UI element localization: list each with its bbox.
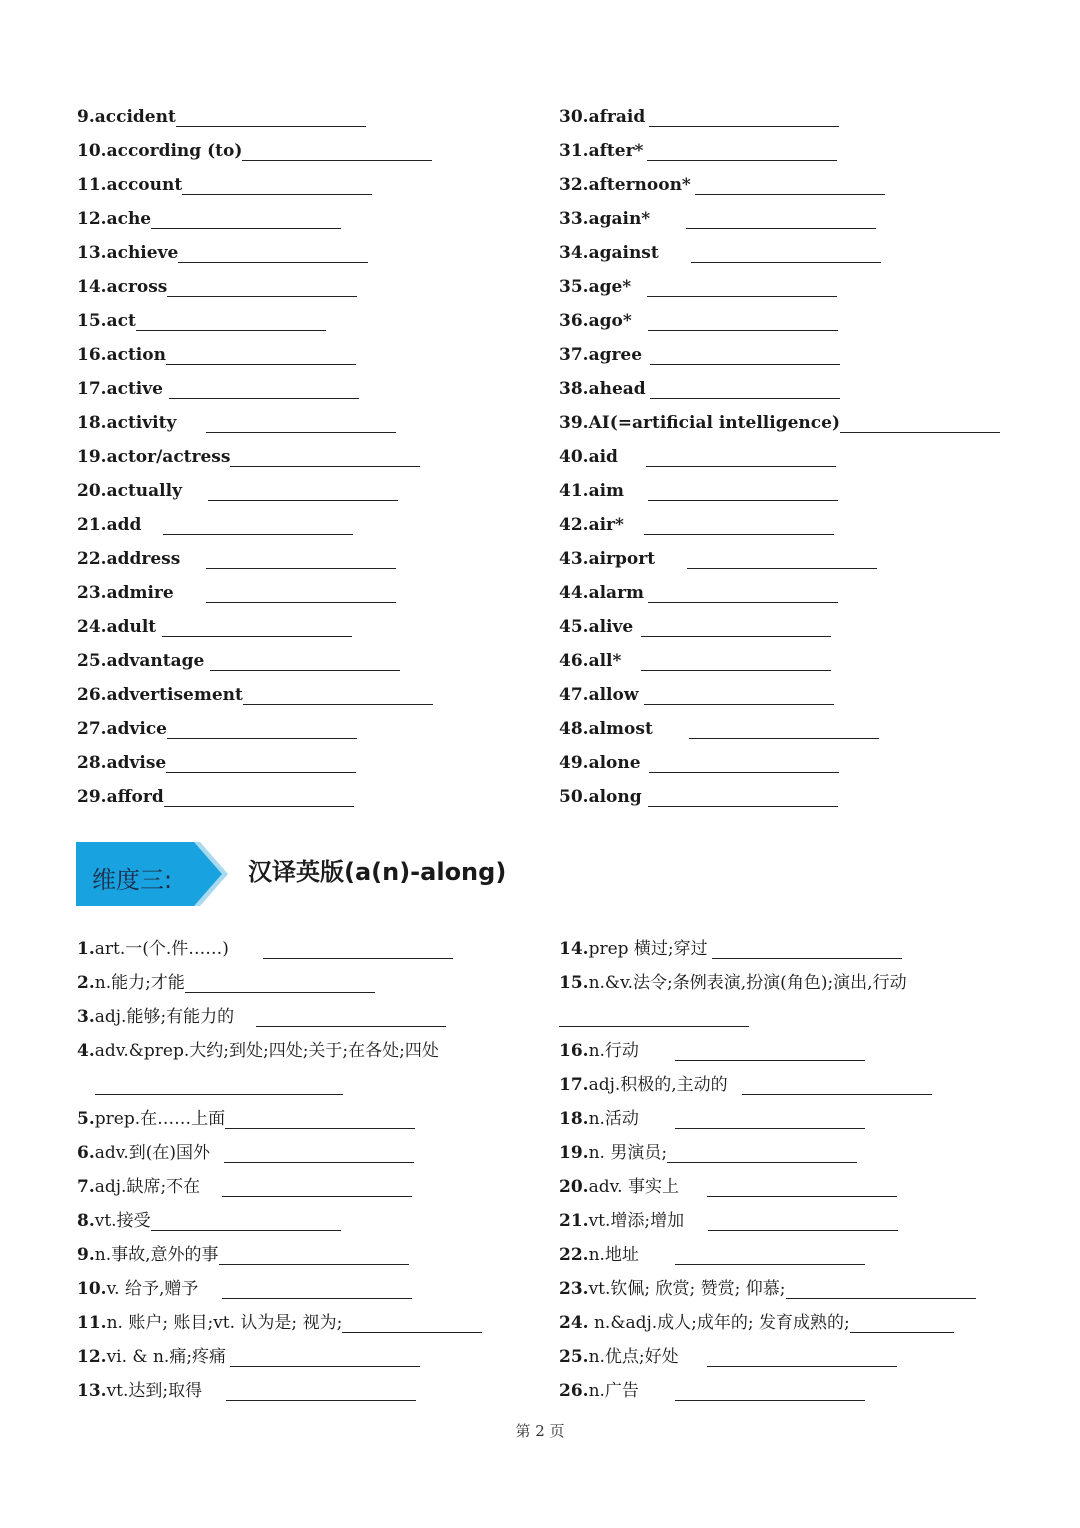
list-item (559, 932, 976, 966)
list-item (559, 270, 1000, 304)
word-label: 19.actor/actress (77, 447, 231, 467)
answer-blank[interactable] (163, 508, 353, 535)
list-item (77, 678, 433, 712)
item-number: 14. (559, 939, 589, 959)
answer-blank[interactable] (95, 1068, 343, 1095)
item-prompt: n.广告 (588, 1381, 639, 1401)
item-prompt: n.事故,意外的事 (94, 1245, 219, 1265)
word-label: 14.across (77, 277, 168, 297)
list-item (559, 1136, 976, 1170)
word-label: 21.add (77, 515, 142, 535)
list-item (77, 780, 433, 814)
list-item (559, 202, 1000, 236)
list-item (77, 100, 433, 134)
answer-blank[interactable] (226, 1374, 416, 1401)
list-item (77, 1204, 482, 1238)
list-item (77, 1238, 482, 1272)
answer-blank[interactable] (675, 1238, 865, 1265)
answer-blank[interactable] (185, 966, 375, 993)
answer-blank[interactable] (206, 542, 396, 569)
item-prompt: n.&v.法令;条例表演,扮演(角色);演出,行动 (588, 973, 907, 993)
item-number: 9. (77, 1245, 95, 1265)
list-item (559, 712, 1000, 746)
answer-blank[interactable] (167, 270, 357, 297)
answer-blank[interactable] (151, 1204, 341, 1231)
answer-blank[interactable] (648, 780, 838, 807)
list-item (77, 1306, 482, 1340)
answer-blank[interactable] (840, 406, 1000, 433)
list-item (559, 1238, 976, 1272)
item-prompt: adv.到(在)国外 (94, 1143, 211, 1163)
word-label: 22.address (77, 549, 181, 569)
list-item (77, 338, 433, 372)
answer-blank[interactable] (230, 440, 420, 467)
answer-blank[interactable] (162, 610, 352, 637)
page-number: 第 2 页 (515, 1422, 565, 1440)
list-item (559, 168, 1000, 202)
item-prompt: adj.能够;有能力的 (94, 1007, 235, 1027)
item-number: 26. (559, 1381, 589, 1401)
list-item (559, 576, 1000, 610)
item-prompt: adj.缺席;不在 (94, 1177, 201, 1197)
item-number: 8. (77, 1211, 95, 1231)
list-item (559, 134, 1000, 168)
list-item (77, 236, 433, 270)
zh-left-column (77, 932, 482, 1408)
answer-blank[interactable] (176, 100, 366, 127)
word-label: 41.aim (559, 481, 625, 501)
list-item (77, 406, 433, 440)
banner-label: 维度三: (92, 866, 173, 894)
list-item (559, 508, 1000, 542)
item-number: 6. (77, 1143, 95, 1163)
word-label: 37.agree (559, 345, 643, 365)
list-item (559, 644, 1000, 678)
answer-blank[interactable] (647, 134, 837, 161)
answer-blank[interactable] (647, 270, 837, 297)
word-label: 10.according (to) (77, 141, 243, 161)
list-item (559, 610, 1000, 644)
answer-blank[interactable] (707, 1170, 897, 1197)
list-item (77, 610, 433, 644)
list-item (559, 1068, 976, 1102)
list-item (77, 542, 433, 576)
item-prompt: prep.在……上面 (94, 1109, 226, 1129)
item-prompt: adv. 事实上 (588, 1177, 679, 1197)
word-label: 43.airport (559, 549, 656, 569)
answer-blank[interactable] (206, 576, 396, 603)
answer-blank[interactable] (644, 508, 834, 535)
list-item (77, 644, 433, 678)
word-label: 32.afternoon* (559, 175, 691, 195)
list-item (559, 304, 1000, 338)
answer-blank[interactable] (708, 1204, 898, 1231)
item-number: 24. (559, 1313, 589, 1333)
list-item (77, 576, 433, 610)
list-item (77, 168, 433, 202)
list-item (77, 304, 433, 338)
item-prompt: n.能力;才能 (94, 973, 185, 993)
answer-blank[interactable] (164, 780, 354, 807)
item-prompt: n.优点;好处 (588, 1347, 679, 1367)
list-item (559, 1340, 976, 1374)
item-number: 18. (559, 1109, 589, 1129)
word-label: 49.alone (559, 753, 641, 773)
list-item (559, 1306, 976, 1340)
list-item (77, 1374, 482, 1408)
answer-blank[interactable] (667, 1136, 857, 1163)
list-item (559, 474, 1000, 508)
word-label: 45.alive (559, 617, 634, 637)
answer-blank[interactable] (219, 1238, 409, 1265)
answer-blank[interactable] (178, 236, 368, 263)
word-label: 38.ahead (559, 379, 646, 399)
word-label: 42.air* (559, 515, 624, 535)
vocab-right-column (559, 100, 1000, 814)
list-item (77, 134, 433, 168)
word-label: 46.all* (559, 651, 622, 671)
item-prompt: vt.钦佩; 欣赏; 赞赏; 仰慕; (588, 1279, 786, 1299)
item-prompt: v. 给予,赠予 (106, 1279, 199, 1299)
item-prompt: n.活动 (588, 1109, 639, 1129)
list-item (559, 780, 1000, 814)
answer-blank[interactable] (224, 1136, 414, 1163)
word-label: 25.advantage (77, 651, 205, 671)
answer-blank[interactable] (243, 678, 433, 705)
word-label: 50.along (559, 787, 642, 807)
answer-blank[interactable] (687, 542, 877, 569)
answer-blank[interactable] (646, 440, 836, 467)
list-item (77, 270, 433, 304)
answer-blank[interactable] (850, 1306, 954, 1333)
answer-blank[interactable] (230, 1340, 420, 1367)
answer-blank[interactable] (707, 1340, 897, 1367)
list-item (559, 1102, 976, 1136)
word-label: 20.actually (77, 481, 182, 501)
answer-blank[interactable] (256, 1000, 446, 1027)
list-item (77, 440, 433, 474)
item-number: 25. (559, 1347, 589, 1367)
answer-blank[interactable] (644, 678, 834, 705)
list-item (559, 440, 1000, 474)
item-prompt: n. 账户; 账目;vt. 认为是; 视为; (106, 1313, 343, 1333)
answer-blank[interactable] (222, 1272, 412, 1299)
list-item (559, 746, 1000, 780)
item-number: 19. (559, 1143, 589, 1163)
list-item (77, 932, 482, 966)
answer-blank[interactable] (641, 644, 831, 671)
item-prompt: art.一(个.件……) (94, 939, 229, 959)
word-label: 11.account (77, 175, 183, 195)
item-number: 15. (559, 973, 589, 993)
list-item (77, 966, 482, 1000)
word-label: 36.ago* (559, 311, 632, 331)
item-number: 21. (559, 1211, 589, 1231)
answer-blank[interactable] (208, 474, 398, 501)
item-prompt: vt.接受 (94, 1211, 151, 1231)
item-prompt: n. 男演员; (588, 1143, 668, 1163)
word-label: 13.achieve (77, 243, 179, 263)
list-item (77, 746, 433, 780)
list-item (559, 678, 1000, 712)
item-number: 12. (77, 1347, 107, 1367)
answer-blank[interactable] (641, 610, 831, 637)
word-label: 35.age* (559, 277, 632, 297)
answer-blank[interactable] (649, 100, 839, 127)
list-item (559, 372, 1000, 406)
item-number: 16. (559, 1041, 589, 1061)
answer-blank[interactable] (151, 202, 341, 229)
section-banner (76, 842, 228, 906)
answer-blank[interactable] (689, 712, 879, 739)
answer-blank[interactable] (225, 1102, 415, 1129)
list-item (77, 1170, 482, 1204)
word-label: 48.almost (559, 719, 653, 739)
answer-blank[interactable] (686, 202, 876, 229)
list-item (77, 474, 433, 508)
list-item (77, 712, 433, 746)
word-label: 44.alarm (559, 583, 645, 603)
word-label: 12.ache (77, 209, 152, 229)
word-label: 17.active (77, 379, 163, 399)
list-item (77, 372, 433, 406)
answer-blank[interactable] (648, 474, 838, 501)
answer-blank[interactable] (675, 1102, 865, 1129)
word-label: 16.action (77, 345, 166, 365)
section-title: 汉译英版(a(n)-along) (248, 858, 507, 886)
item-prompt: vt.增添;增加 (588, 1211, 685, 1231)
item-number: 17. (559, 1075, 589, 1095)
answer-blank[interactable] (691, 236, 881, 263)
answer-blank[interactable] (242, 134, 432, 161)
word-label: 24.adult (77, 617, 157, 637)
answer-blank[interactable] (648, 304, 838, 331)
vocab-left-column (77, 100, 433, 814)
answer-blank[interactable] (695, 168, 885, 195)
item-number: 2. (77, 973, 95, 993)
answer-blank[interactable] (650, 338, 840, 365)
list-item (77, 1272, 482, 1306)
item-number: 1. (77, 939, 95, 959)
word-label: 31.after* (559, 141, 644, 161)
answer-blank[interactable] (559, 1000, 749, 1027)
answer-blank[interactable] (166, 338, 356, 365)
answer-blank[interactable] (649, 746, 839, 773)
answer-blank[interactable] (166, 746, 356, 773)
answer-blank[interactable] (167, 712, 357, 739)
list-item (559, 406, 1000, 440)
list-item (77, 508, 433, 542)
word-label: 28.advise (77, 753, 167, 773)
list-item (559, 542, 1000, 576)
answer-blank[interactable] (182, 168, 372, 195)
item-number: 10. (77, 1279, 107, 1299)
word-label: 30.afraid (559, 107, 646, 127)
list-item (559, 1000, 976, 1034)
word-label: 39.AI(=artificial intelligence) (559, 413, 840, 433)
item-number: 13. (77, 1381, 107, 1401)
answer-blank[interactable] (675, 1374, 865, 1401)
item-number: 5. (77, 1109, 95, 1129)
item-prompt: n.&adj.成人;成年的; 发育成熟的; (588, 1313, 850, 1333)
list-item (559, 1374, 976, 1408)
list-item (77, 1034, 482, 1068)
list-item (77, 1068, 482, 1102)
item-number: 11. (77, 1313, 107, 1333)
answer-blank[interactable] (206, 406, 396, 433)
item-prompt: vt.达到;取得 (106, 1381, 203, 1401)
list-item (77, 1000, 482, 1034)
answer-blank[interactable] (648, 576, 838, 603)
answer-blank[interactable] (169, 372, 359, 399)
word-label: 15.act (77, 311, 136, 331)
answer-blank[interactable] (210, 644, 400, 671)
answer-blank[interactable] (742, 1068, 932, 1095)
item-prompt: n.地址 (588, 1245, 639, 1265)
list-item (559, 1204, 976, 1238)
word-label: 23.admire (77, 583, 174, 603)
item-prompt: vi. & n.痛;疼痛 (106, 1347, 227, 1367)
list-item (77, 1340, 482, 1374)
word-label: 47.allow (559, 685, 639, 705)
list-item (77, 202, 433, 236)
list-item (77, 1102, 482, 1136)
word-label: 18.activity (77, 413, 177, 433)
list-item (559, 1272, 976, 1306)
word-label: 34.against (559, 243, 659, 263)
list-item (559, 100, 1000, 134)
item-prompt: adj.积极的,主动的 (588, 1075, 728, 1095)
list-item (559, 1034, 976, 1068)
item-number: 20. (559, 1177, 589, 1197)
item-prompt: adv.&prep.大约;到处;四处;关于;在各处;四处 (94, 1041, 439, 1061)
item-prompt: n.行动 (588, 1041, 639, 1061)
answer-blank[interactable] (675, 1034, 865, 1061)
list-item (559, 1170, 976, 1204)
item-number: 23. (559, 1279, 589, 1299)
word-label: 40.aid (559, 447, 618, 467)
answer-blank[interactable] (263, 932, 453, 959)
item-number: 7. (77, 1177, 95, 1197)
item-prompt: prep 横过;穿过 (588, 939, 708, 959)
answer-blank[interactable] (650, 372, 840, 399)
list-item (559, 236, 1000, 270)
word-label: 29.afford (77, 787, 164, 807)
word-label: 27.advice (77, 719, 167, 739)
list-item (559, 966, 976, 1000)
word-label: 9.accident (77, 107, 176, 127)
item-number: 4. (77, 1041, 95, 1061)
answer-blank[interactable] (136, 304, 326, 331)
answer-blank[interactable] (222, 1170, 412, 1197)
list-item (77, 1136, 482, 1170)
answer-blank[interactable] (786, 1272, 976, 1299)
answer-blank[interactable] (712, 932, 902, 959)
item-number: 3. (77, 1007, 95, 1027)
word-label: 33.again* (559, 209, 651, 229)
word-label: 26.advertisement (77, 685, 243, 705)
list-item (559, 338, 1000, 372)
item-number: 22. (559, 1245, 589, 1265)
answer-blank[interactable] (342, 1306, 482, 1333)
zh-right-column (559, 932, 976, 1408)
